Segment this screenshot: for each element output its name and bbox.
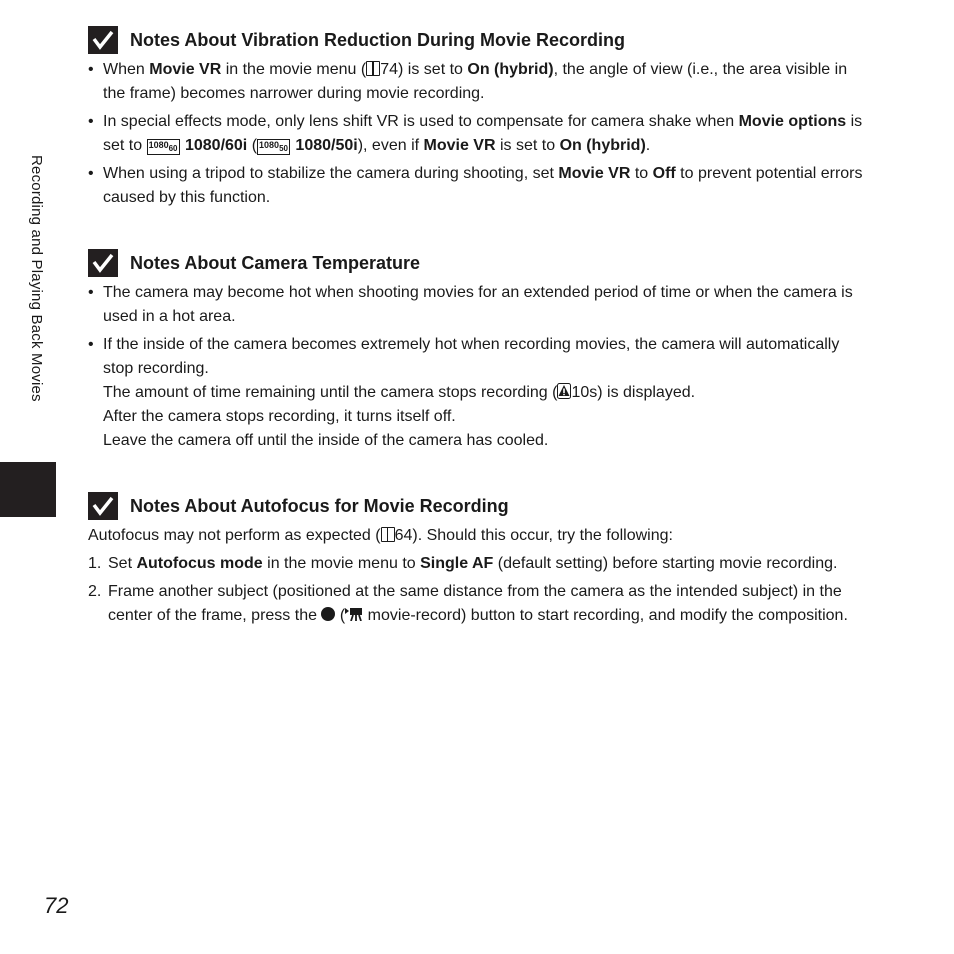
text: is set to bbox=[103, 113, 863, 154]
text: ( bbox=[335, 607, 346, 624]
text: in the movie menu to bbox=[262, 555, 421, 572]
list-item bbox=[88, 580, 868, 628]
section-vibration-reduction bbox=[88, 26, 868, 214]
text: 64). Should this occur, try the following: bbox=[394, 527, 673, 544]
setting-value-text: On (hybrid) bbox=[559, 137, 646, 154]
text: The amount of time remaining until the camera stops recording ( bbox=[103, 384, 558, 401]
menu-option-text: Movie VR bbox=[558, 165, 631, 182]
section-heading bbox=[88, 492, 868, 520]
setting-value-text: Off bbox=[652, 165, 676, 182]
check-note-icon bbox=[88, 249, 118, 277]
menu-option-text: Movie VR bbox=[423, 137, 496, 154]
text: to bbox=[630, 165, 653, 182]
text: If the inside of the camera becomes extremely hot when recording movies, the camera will automatically stop recording. bbox=[103, 336, 840, 377]
bullet-list bbox=[88, 58, 868, 210]
movie-camera-icon bbox=[345, 607, 363, 621]
text: When bbox=[103, 61, 150, 78]
text: ), even if bbox=[357, 137, 424, 154]
setting-value-text: Single AF bbox=[420, 555, 494, 572]
text: When using a tripod to stabilize the camera during shooting, set bbox=[103, 165, 559, 182]
section-autofocus bbox=[88, 492, 868, 632]
text: Leave the camera off until the inside of the camera has cooled. bbox=[103, 432, 549, 449]
text: in the movie menu ( bbox=[221, 61, 367, 78]
chapter-side-label: Recording and Playing Back Movies bbox=[28, 155, 45, 402]
text: The camera may become hot when shooting movies for an extended period of time or when the camera is used in a hot area. bbox=[103, 284, 853, 325]
text: 10s) is displayed. bbox=[571, 384, 696, 401]
bullet: • bbox=[88, 61, 94, 78]
list-item bbox=[88, 110, 868, 158]
text: . bbox=[645, 137, 651, 154]
text: Set bbox=[108, 555, 137, 572]
intro-paragraph bbox=[88, 524, 868, 548]
bullet: • bbox=[88, 165, 94, 182]
check-note-icon bbox=[88, 26, 118, 54]
bullet: • bbox=[88, 113, 94, 130]
text: is set to bbox=[495, 137, 560, 154]
text: In special effects mode, only lens shift VR is used to compensate for camera shake when bbox=[103, 113, 739, 130]
text: movie-record) button to start recording, and modify the composition. bbox=[363, 607, 848, 624]
page-reference-icon bbox=[366, 61, 380, 76]
page-number: 72 bbox=[44, 893, 69, 918]
menu-option-text: Movie VR bbox=[149, 61, 222, 78]
numbered-list bbox=[88, 552, 868, 628]
text: (default setting) before starting movie recording. bbox=[493, 555, 838, 572]
bullet: • bbox=[88, 284, 94, 301]
page-reference-icon bbox=[381, 527, 395, 542]
list-item bbox=[88, 552, 868, 576]
step-number: 1. bbox=[88, 555, 102, 572]
text: , the angle of view (i.e., the area visible in the frame) becomes narrower during movie recording. bbox=[103, 61, 848, 102]
menu-option-text: Autofocus mode bbox=[136, 555, 263, 572]
menu-option-text: Movie options bbox=[738, 113, 847, 130]
section-heading bbox=[88, 249, 868, 277]
text: Autofocus may not perform as expected ( bbox=[88, 527, 381, 544]
step-number: 2. bbox=[88, 583, 102, 600]
setting-value-text: On (hybrid) bbox=[467, 61, 554, 78]
list-item bbox=[88, 162, 868, 210]
record-button-icon bbox=[321, 607, 335, 621]
chapter-tab bbox=[0, 462, 56, 517]
bullet-list bbox=[88, 281, 868, 453]
section-camera-temperature bbox=[88, 249, 868, 457]
setting-value-text: 1080/50i bbox=[295, 137, 358, 154]
text: ( bbox=[247, 137, 258, 154]
movie-resolution-icon: 108060 bbox=[148, 140, 178, 153]
list-item bbox=[88, 333, 868, 453]
list-item bbox=[88, 58, 868, 106]
setting-value-text: 1080/60i bbox=[184, 137, 248, 154]
heading-text: Notes About Vibration Reduction During Movie Recording bbox=[130, 30, 626, 50]
text: 74) is set to bbox=[380, 61, 468, 78]
section-heading bbox=[88, 26, 868, 54]
movie-resolution-icon: 108050 bbox=[259, 140, 288, 153]
text: Frame another subject (positioned at the same distance from the camera as the intended subject) in the center of the frame, press the bbox=[108, 583, 842, 624]
temperature-warning-icon bbox=[557, 383, 571, 399]
bullet: • bbox=[88, 336, 94, 353]
text: to prevent potential errors caused by this function. bbox=[103, 165, 863, 206]
text: After the camera stops recording, it turns itself off. bbox=[103, 408, 456, 425]
heading-text: Notes About Camera Temperature bbox=[130, 253, 421, 273]
list-item bbox=[88, 281, 868, 329]
check-note-icon bbox=[88, 492, 118, 520]
heading-text: Notes About Autofocus for Movie Recording bbox=[130, 496, 509, 516]
